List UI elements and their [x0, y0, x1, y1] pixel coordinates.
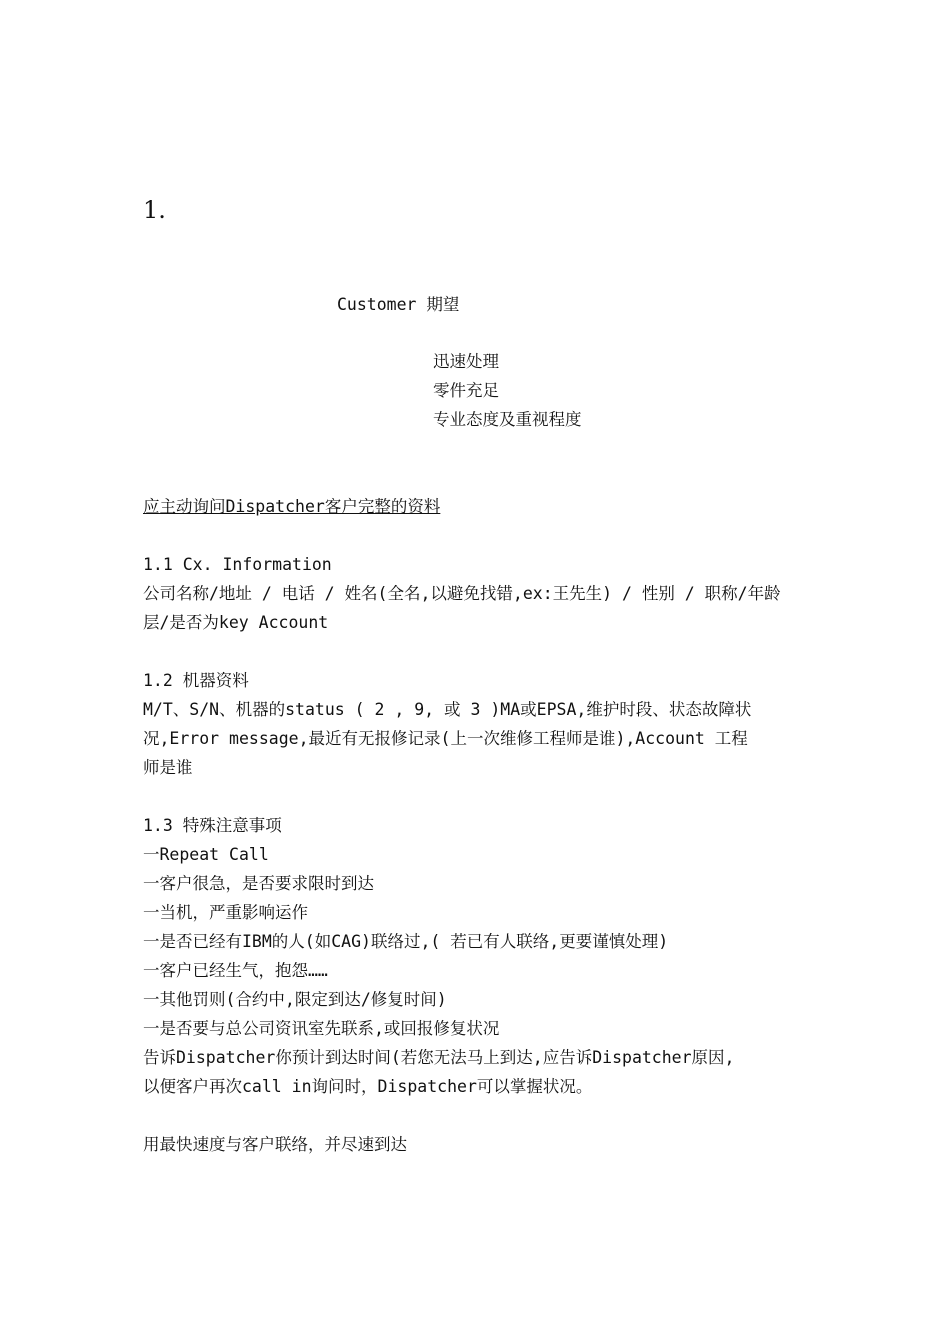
- expectation-item: 专业态度及重视程度: [433, 410, 582, 429]
- expectation-item: 迅速处理: [433, 352, 499, 371]
- list-item: 一其他罚则(合约中,限定到达/修复时间): [143, 990, 447, 1009]
- paragraph-line: M/T、S/N、机器的status ( 2 , 9, 或 3 )MA或EPSA,维护时段、状态故障状: [143, 700, 752, 719]
- paragraph-line: 公司名称/地址 / 电话 / 姓名(全名,以避免找错,ex:王先生) / 性别 / 职称/年龄: [143, 584, 781, 603]
- subsection-heading-cx-info: 1.1 Cx. Information: [143, 555, 332, 574]
- subsection-heading-special-notes: 1.3 特殊注意事项: [143, 816, 282, 835]
- list-item: 一客户很急，是否要求限时到达: [143, 874, 374, 893]
- subsection-heading-machine-info: 1.2 机器资料: [143, 671, 249, 690]
- closing-line: 用最快速度与客户联络，并尽速到达: [143, 1135, 407, 1154]
- list-item: 一是否要与总公司资讯室先联系,或回报修复状况: [143, 1019, 500, 1038]
- list-item: 一客户已经生气，抱怨……: [143, 961, 328, 980]
- expectation-item: 零件充足: [433, 381, 499, 400]
- expectations-title: Customer 期望: [337, 295, 460, 314]
- paragraph-line: 以便客户再次call in询问时，Dispatcher可以掌握状况。: [143, 1077, 593, 1096]
- main-content: [143, 492, 813, 1159]
- paragraph-line: 况,Error message,最近有无报修记录(上一次维修工程师是谁),Account 工程: [143, 729, 748, 748]
- expectations-list: [433, 347, 582, 434]
- section-number: 1.: [143, 196, 166, 224]
- paragraph-line: 师是谁: [143, 758, 193, 777]
- list-item: 一是否已经有IBM的人(如CAG)联络过,( 若已有人联络,更要谨慎处理): [143, 932, 669, 951]
- paragraph-line: 层/是否为key Account: [143, 613, 329, 632]
- list-item: 一当机，严重影响运作: [143, 903, 308, 922]
- paragraph-line: 告诉Dispatcher你预计到达时间(若您无法马上到达,应告诉Dispatcher原因,: [143, 1048, 735, 1067]
- list-item: 一Repeat Call: [143, 845, 269, 864]
- section-title: 应主动询问Dispatcher客户完整的资料: [143, 497, 441, 516]
